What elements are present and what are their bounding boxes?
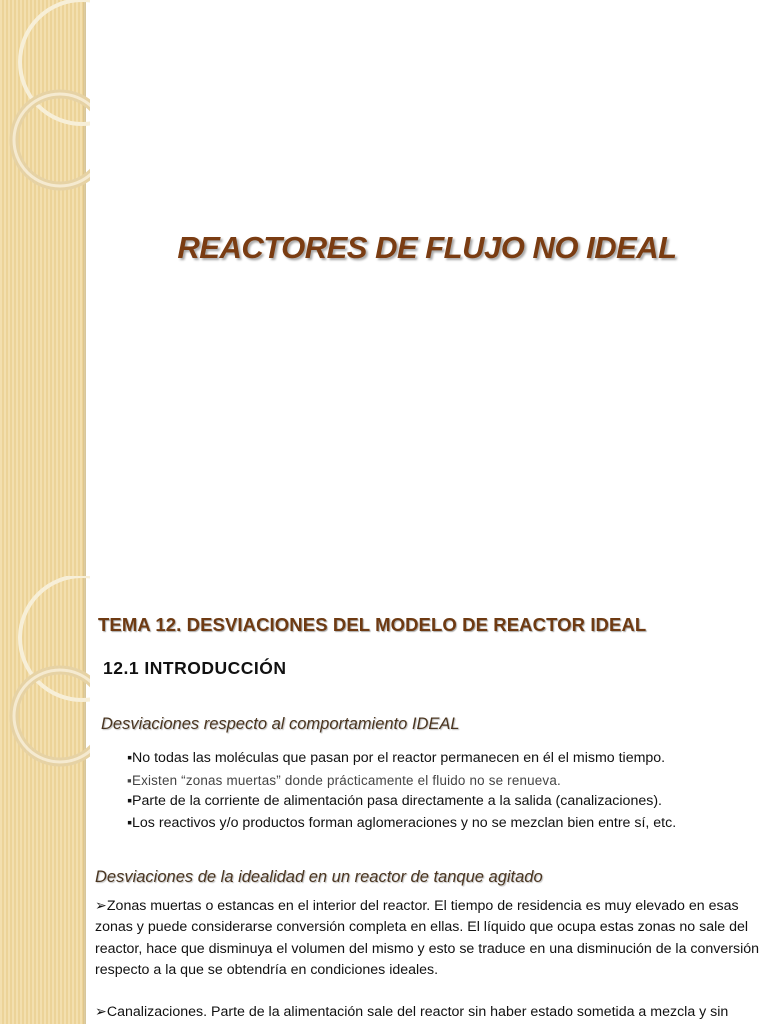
list-item: ▪No todas las moléculas que pasan por el reactor permanecen en él el mismo tiempo.: [127, 750, 666, 766]
list-item: ▪Parte de la corriente de alimentación pasa directamente a la salida (canalizaciones).: [127, 793, 662, 809]
subtitle-stirred-tank: Desviaciones de la idealidad en un reactor de tanque agitado: [95, 868, 543, 886]
slide-title: REACTORES DE FLUJO NO IDEAL: [177, 230, 677, 265]
paragraph-dead-zones: ➢Zonas muertas o estancas en el interior del reactor. El tiempo de residencia es muy elevado en esas zonas y puede considerarse conversión completa en ellas. El líquido que ocupa estas zonas no sale del reactor, hace que disminuya el volumen del mismo y esto se traduce en una disminución de la conversión respecto a la que se obtendría en condiciones ideales.: [95, 898, 760, 978]
decorative-rings-icon: [0, 576, 90, 776]
deviations-list: [127, 748, 676, 834]
section-heading: 12.1 INTRODUCCIÓN: [103, 658, 287, 678]
list-item: ▪Existen “zonas muertas” donde prácticamente el fluido no se renueva.: [127, 772, 561, 788]
topic-heading: TEMA 12. DESVIACIONES DEL MODELO DE REACTOR IDEAL: [98, 614, 647, 635]
subtitle-deviations: Desviaciones respecto al comportamiento IDEAL: [101, 715, 460, 733]
paragraph-channeling: ➢Canalizaciones. Parte de la alimentación sale del reactor sin haber estado sometida a mezcla y sin: [95, 1004, 729, 1020]
decorative-rings-icon: [0, 0, 90, 200]
content-slide: [0, 576, 768, 1024]
list-item: ▪Los reactivos y/o productos forman aglomeraciones y no se mezclan bien entre sí, etc.: [127, 814, 677, 831]
